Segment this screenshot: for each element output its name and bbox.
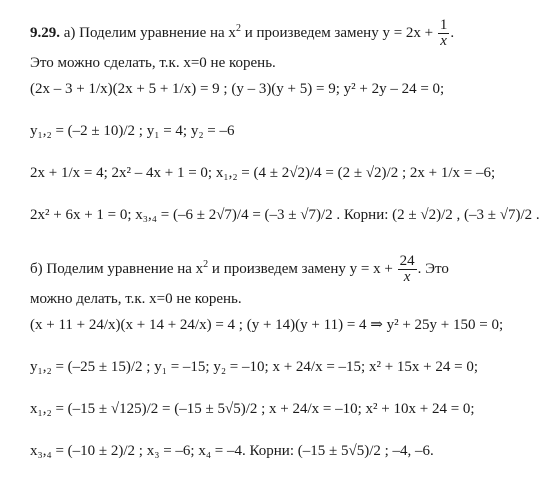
a-eq2: y₁,₂ = (–2 ± 10)/2 ; y₁ = 4; y₂ = –6 bbox=[30, 123, 235, 139]
b-eq3: x₁,₂ = (–15 ± √125)/2 = (–15 ± 5√5)/2 ; x + 24/x = –10; x² + 10x + 24 = 0; bbox=[30, 401, 475, 417]
a-intro-line: 9.29. а) Поделим уравнение на $x^2$ и произведем замену y = 2x + $\frac{1}{x}$ . bbox=[30, 17, 455, 49]
frac-1-over-x: $\frac{1}{x}$ bbox=[439, 17, 448, 49]
frac-24-over-x: $\frac{24}{x}$ bbox=[399, 253, 415, 285]
a-eq4: 2x² + 6x + 1 = 0; x₃,₄ = (–6 ± 2√7)/4 = (–3 ± √7)/2 . Корни: (2 ± √2)/2 , (–3 ± √7)/2 . bbox=[30, 207, 540, 223]
b-eq4: x₃,₄ = (–10 ± 2)/2 ; x₃ = –6; x₄ = –4. Корни: (–15 ± 5√5)/2 ; –4, –6. bbox=[30, 443, 434, 459]
part-b-label: б) bbox=[30, 260, 43, 277]
b-intro: Поделим уравнение на x bbox=[46, 260, 204, 277]
a-line2: Это можно сделать, т.к. x=0 не корень. bbox=[30, 55, 276, 71]
a-eq1: (2x – 3 + 1/x)(2x + 5 + 1/x) = 9 ; (y – 3)(y + 5) = 9; y² + 2y – 24 = 0; bbox=[30, 81, 445, 97]
b-intro-line: б) Поделим уравнение на $x^2$ и произведем замену y = x + $\frac{24}{x}$ . Это bbox=[30, 253, 449, 285]
b-line2: можно делать, т.к. x=0 не корень. bbox=[30, 291, 242, 307]
problem-number: 9.29. bbox=[30, 24, 60, 41]
b-intro-mid: и произведем замену y = x + bbox=[208, 260, 397, 277]
b-intro-end: . Это bbox=[417, 260, 449, 277]
part-a-label: а) bbox=[63, 24, 76, 41]
a-intro-mid: и произведем замену y = 2x + bbox=[240, 24, 437, 41]
b-eq2: y₁,₂ = (–25 ± 15)/2 ; y₁ = –15; y₂ = –10; x + 24/x = –15; x² + 15x + 24 = 0; bbox=[30, 359, 478, 375]
a-eq3: 2x + 1/x = 4; 2x² – 4x + 1 = 0; x₁,₂ = (4 ± 2√2)/4 = (2 ± √2)/2 ; 2x + 1/x = –6; bbox=[30, 165, 496, 181]
b-eq1: (x + 11 + 24/x)(x + 14 + 24/x) = 4 ; (y + 14)(y + 11) = 4 ⇒ y² + 25y + 150 = 0; bbox=[30, 317, 504, 333]
a-intro: Поделим уравнение на x bbox=[79, 24, 236, 41]
